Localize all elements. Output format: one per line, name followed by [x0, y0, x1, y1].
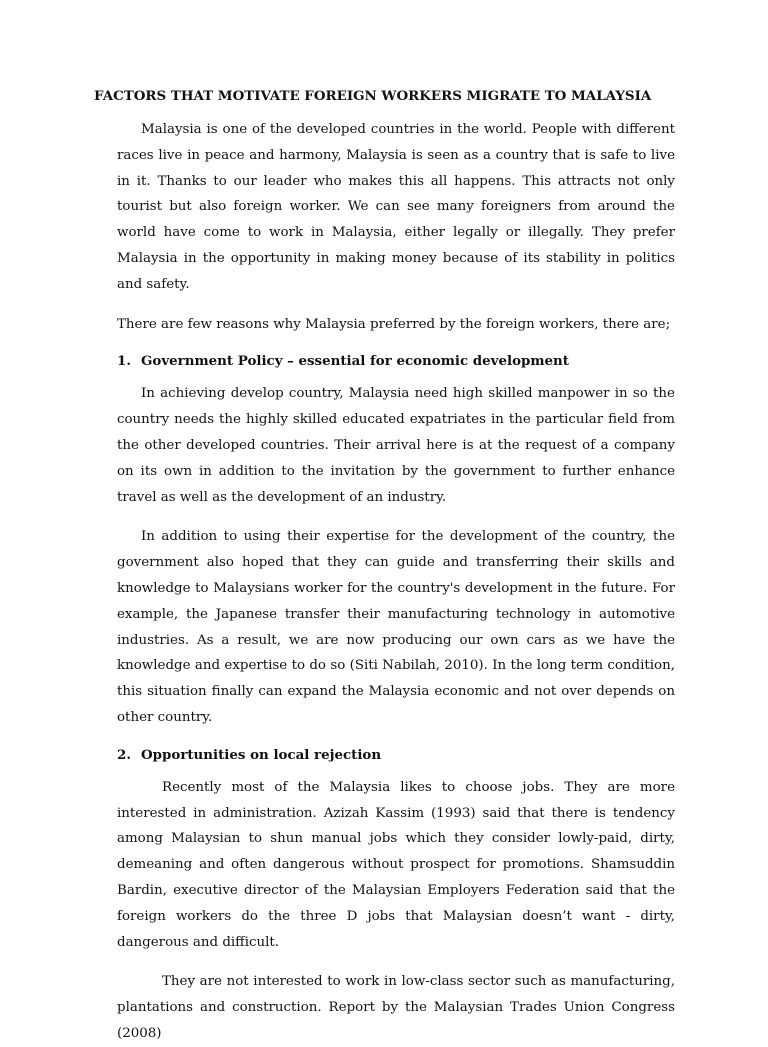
section-heading-text: Government Policy – essential for economic development [141, 353, 569, 370]
section-number: 2. [117, 746, 131, 763]
document-body [94, 86, 675, 1047]
intro-paragraph: Malaysia is one of the developed countries in the world. People with different races live in peace and harmony, Malaysia is seen as a country that is safe to live in it. Thanks to our leader who makes this all happens. This attracts not only tourist but also foreign worker. We can see many foreigners from around the world have come to work in Malaysia, either legally or illegally. They prefer Malaysia in the opportunity in making money because of its stability in politics and safety. [117, 122, 675, 292]
section-heading [117, 351, 675, 371]
document-title: FACTORS THAT MOTIVATE FOREIGN WORKERS MIGRATE TO MALAYSIA [94, 88, 652, 104]
reasons-intro: There are few reasons why Malaysia preferred by the foreign workers, there are; [117, 316, 671, 332]
section-heading-text: Opportunities on local rejection [141, 746, 382, 763]
section-number: 1. [117, 353, 131, 370]
section-paragraph: Recently most of the Malaysia likes to choose jobs. They are more interested in administration. Azizah Kassim (1993) said that there is tendency among Malaysian to shun manual jobs which they consider lowly-paid, dirty, demeaning and often dangerous without prospect for promotions. Shamsuddin Bardin, executive director of the Malaysian Employers Federation said that the foreign workers do the three D jobs that Malaysian doesn’t want - dirty, dangerous and difficult. [117, 779, 675, 950]
section-heading [117, 745, 675, 765]
section-paragraph: In addition to using their expertise for the development of the country, the government also hoped that they can guide and transferring their skills and knowledge to Malaysians worker for the country's development in the future. For example, the Japanese transfer their manufacturing technology in automotive industries. As a result, we are now producing our own cars as we have the knowledge and expertise to do so (Siti Nabilah, 2010). In the long term condition, this situation finally can expand the Malaysia economic and not over depends on other country. [117, 529, 675, 725]
section-paragraph: They are not interested to work in low-class sector such as manufacturing, plantations and construction. Report by the Malaysian Trades Union Congress (2008) [117, 974, 675, 1041]
section-paragraph: In achieving develop country, Malaysia need high skilled manpower in so the country needs the highly skilled educated expatriates in the particular field from the other developed countries. Their arrival here is at the request of a company on its own in addition to the invitation by the government to further enhance travel as well as the development of an industry. [117, 386, 675, 505]
